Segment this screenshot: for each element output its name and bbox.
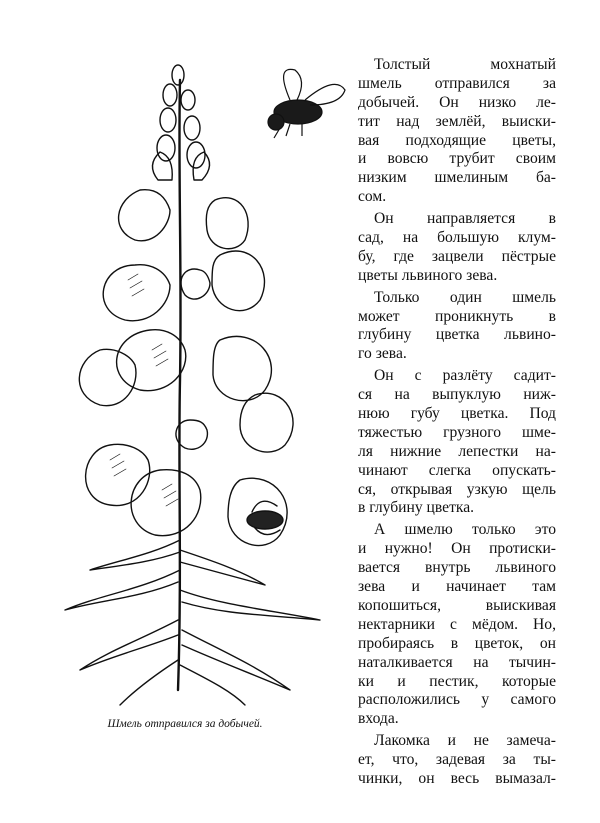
- text-line: может проникнуть в: [358, 307, 556, 325]
- text-line: Лакомка и не замеча-: [374, 732, 556, 750]
- text-line: шмель отправился за: [358, 74, 556, 92]
- text-line: бу, где зацвели пёстрые: [358, 247, 556, 265]
- text-line: пробираясь в цветок, он: [358, 634, 556, 652]
- text-line: наталкивается на тычин-: [358, 653, 556, 671]
- text-line: ся, открывая узкую щель: [358, 480, 556, 498]
- text-line: нюю губу цветка. Под: [358, 405, 556, 423]
- bee-on-flower-icon: [247, 501, 283, 534]
- text-line: Только один шмель: [374, 288, 556, 306]
- leaves: [65, 540, 320, 705]
- text-line: в глубину цветка.: [358, 499, 475, 517]
- text-line: ки и пестик, которые: [358, 672, 556, 690]
- flower-stem: [178, 80, 181, 690]
- paragraph-2: [358, 210, 556, 286]
- text-line: копошиться, выискивая: [358, 596, 556, 614]
- text-line: Он направляется в: [374, 210, 556, 228]
- text-line: ет, что, задевая за ты-: [358, 751, 556, 769]
- flying-bumblebee-icon: [268, 69, 345, 138]
- text-line: сад, на большую клум-: [358, 229, 556, 247]
- text-line: ля нижние лепестки на-: [358, 442, 556, 460]
- paragraph-4: [358, 367, 556, 518]
- paragraph-6: [358, 732, 556, 789]
- flower-blossoms: [79, 190, 293, 546]
- text-line: нектарники с мёдом. Но,: [358, 615, 556, 633]
- text-line: глубину цветка львино-: [358, 326, 556, 344]
- snapdragon-illustration: [40, 50, 370, 710]
- illustration-caption: Шмель отправился за добычей.: [107, 718, 263, 730]
- text-line: А шмелю только это: [374, 521, 556, 539]
- text-line: и вовсю трубит своим: [358, 150, 556, 168]
- text-line: чинают слегка опускать-: [358, 461, 556, 479]
- text-line: вая подходящие цветы,: [358, 131, 556, 149]
- text-line: чинки, он весь вымазал-: [358, 769, 556, 787]
- text-line: вается внутрь львиного: [358, 559, 556, 577]
- text-line: низким шмелиным ба-: [358, 169, 556, 187]
- text-line: расположились у самого: [358, 691, 556, 709]
- text-line: цветы львиного зева.: [358, 266, 498, 284]
- text-line: и нужно! Он протиски-: [358, 540, 556, 558]
- text-line: го зева.: [358, 345, 407, 363]
- text-line: Толстый мохнатый: [374, 56, 556, 73]
- text-line: ся на выпуклую ниж-: [358, 386, 556, 404]
- text-line: сом.: [358, 188, 387, 206]
- text-line: Он с разлёту садит-: [374, 367, 556, 385]
- story-text: [358, 56, 556, 792]
- text-line: зева и начинает там: [358, 578, 556, 596]
- text-line: тит над землёй, выиски-: [358, 112, 556, 130]
- paragraph-3: [358, 289, 556, 365]
- text-line: тяжестью грузного шме-: [358, 423, 556, 441]
- paragraph-5: [358, 521, 556, 729]
- text-line: входа.: [358, 710, 399, 728]
- paragraph-1: [358, 56, 556, 207]
- text-line: добычей. Он низко ле-: [358, 93, 556, 111]
